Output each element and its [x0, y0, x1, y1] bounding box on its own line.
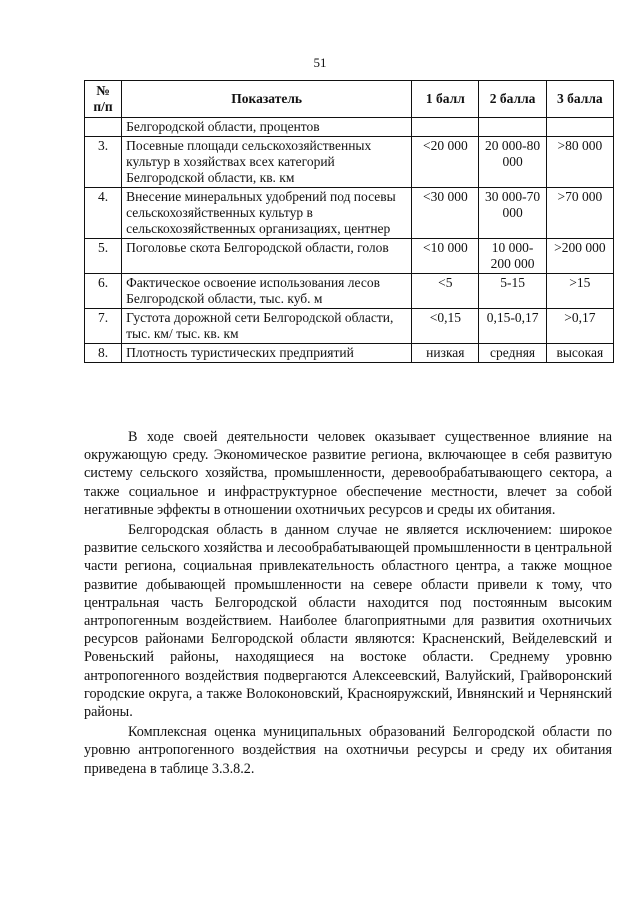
- row-number: 4.: [85, 188, 122, 239]
- row-number: 8.: [85, 344, 122, 363]
- body-text: [84, 428, 612, 780]
- row-score-3: >15: [546, 274, 613, 309]
- header-score-2: 2 балла: [479, 81, 546, 118]
- table-row: [85, 239, 614, 274]
- table-cell: [479, 118, 546, 137]
- row-score-1: <0,15: [412, 309, 479, 344]
- row-score-3: >200 000: [546, 239, 613, 274]
- row-score-2: 20 000-80 000: [479, 137, 546, 188]
- row-score-3: >70 000: [546, 188, 613, 239]
- row-number: 6.: [85, 274, 122, 309]
- page-number: 51: [313, 55, 327, 70]
- row-indicator: Поголовье скота Белгородской области, голов: [122, 239, 412, 274]
- row-score-2: 0,15-0,17: [479, 309, 546, 344]
- row-score-1: низкая: [412, 344, 479, 363]
- row-score-1: <20 000: [412, 137, 479, 188]
- header-score-3: 3 балла: [546, 81, 613, 118]
- row-score-2: средняя: [479, 344, 546, 363]
- row-number: 3.: [85, 137, 122, 188]
- table-cell: [412, 118, 479, 137]
- row-number: 7.: [85, 309, 122, 344]
- row-number: 5.: [85, 239, 122, 274]
- row-score-3: >0,17: [546, 309, 613, 344]
- table-row: [85, 188, 614, 239]
- row-indicator: Посевные площади сельскохозяйственных культур в хозяйствах всех категорий Белгородской области, кв. км: [122, 137, 412, 188]
- table-row-continuation: [85, 118, 614, 137]
- table-cell: [546, 118, 613, 137]
- table-row: [85, 274, 614, 309]
- row-score-3: >80 000: [546, 137, 613, 188]
- table-row: [85, 309, 614, 344]
- row-indicator: Густота дорожной сети Белгородской области, тыс. км/ тыс. кв. км: [122, 309, 412, 344]
- paragraph: Белгородская область в данном случае не является исключением: широкое развитие сельского хозяйства и лесообрабатывающей промышленности в центральной части региона, социальная привлекательность областного центра, а также мощное развитие добывающей промышленности на севере области привели к тому, что центральная часть Белгородской области находится под постоянным высоким антропогенным воздействием. Наиболее благоприятными для развития охотничьих ресурсов районами Белгородской области являются: Красненский, Вейделевский и Ровеньский районы, находящиеся на востоке области. Среднему уровню антропогенного воздействия подвергаются Алексеевский, Валуйский, Грайворонский городские округа, а также Волоконовский, Краснояружский, Ивнянский и Чернянский районы.: [84, 522, 612, 721]
- row-indicator: Плотность туристических предприятий: [122, 344, 412, 363]
- row-score-1: <30 000: [412, 188, 479, 239]
- table-row: [85, 137, 614, 188]
- paragraph: Комплексная оценка муниципальных образований Белгородской области по уровню антропогенного воздействия на охотничьи ресурсы и среду их обитания приведена в таблице 3.3.8.2.: [84, 724, 612, 777]
- row-score-2: 5-15: [479, 274, 546, 309]
- table-row: [85, 344, 614, 363]
- indicators-table: [84, 80, 614, 363]
- paragraph: В ходе своей деятельности человек оказывает существенное влияние на окружающую среду. Экономическое развитие региона, включающее в себя развитую систему сельского хозяйства, промышленности, деревообрабатывающего сектора, а также социальное и инфраструктурное обеспечение местности, влечет за собой негативные эффекты в отношении охотничьих ресурсов и среды их обитания.: [84, 429, 612, 518]
- row-score-1: <5: [412, 274, 479, 309]
- table-cell: [85, 118, 122, 137]
- row-score-2: 10 000-200 000: [479, 239, 546, 274]
- header-score-1: 1 балл: [412, 81, 479, 118]
- row-indicator: Внесение минеральных удобрений под посевы сельскохозяйственных культур в сельскохозяйственных организациях, центнер: [122, 188, 412, 239]
- table-header-row: [85, 81, 614, 118]
- row-score-2: 30 000-70 000: [479, 188, 546, 239]
- table-cell-continuation: Белгородской области, процентов: [122, 118, 412, 137]
- header-indicator: Показатель: [122, 81, 412, 118]
- row-indicator: Фактическое освоение использования лесов Белгородской области, тыс. куб. м: [122, 274, 412, 309]
- row-score-1: <10 000: [412, 239, 479, 274]
- row-score-3: высокая: [546, 344, 613, 363]
- header-num: № п/п: [85, 81, 122, 118]
